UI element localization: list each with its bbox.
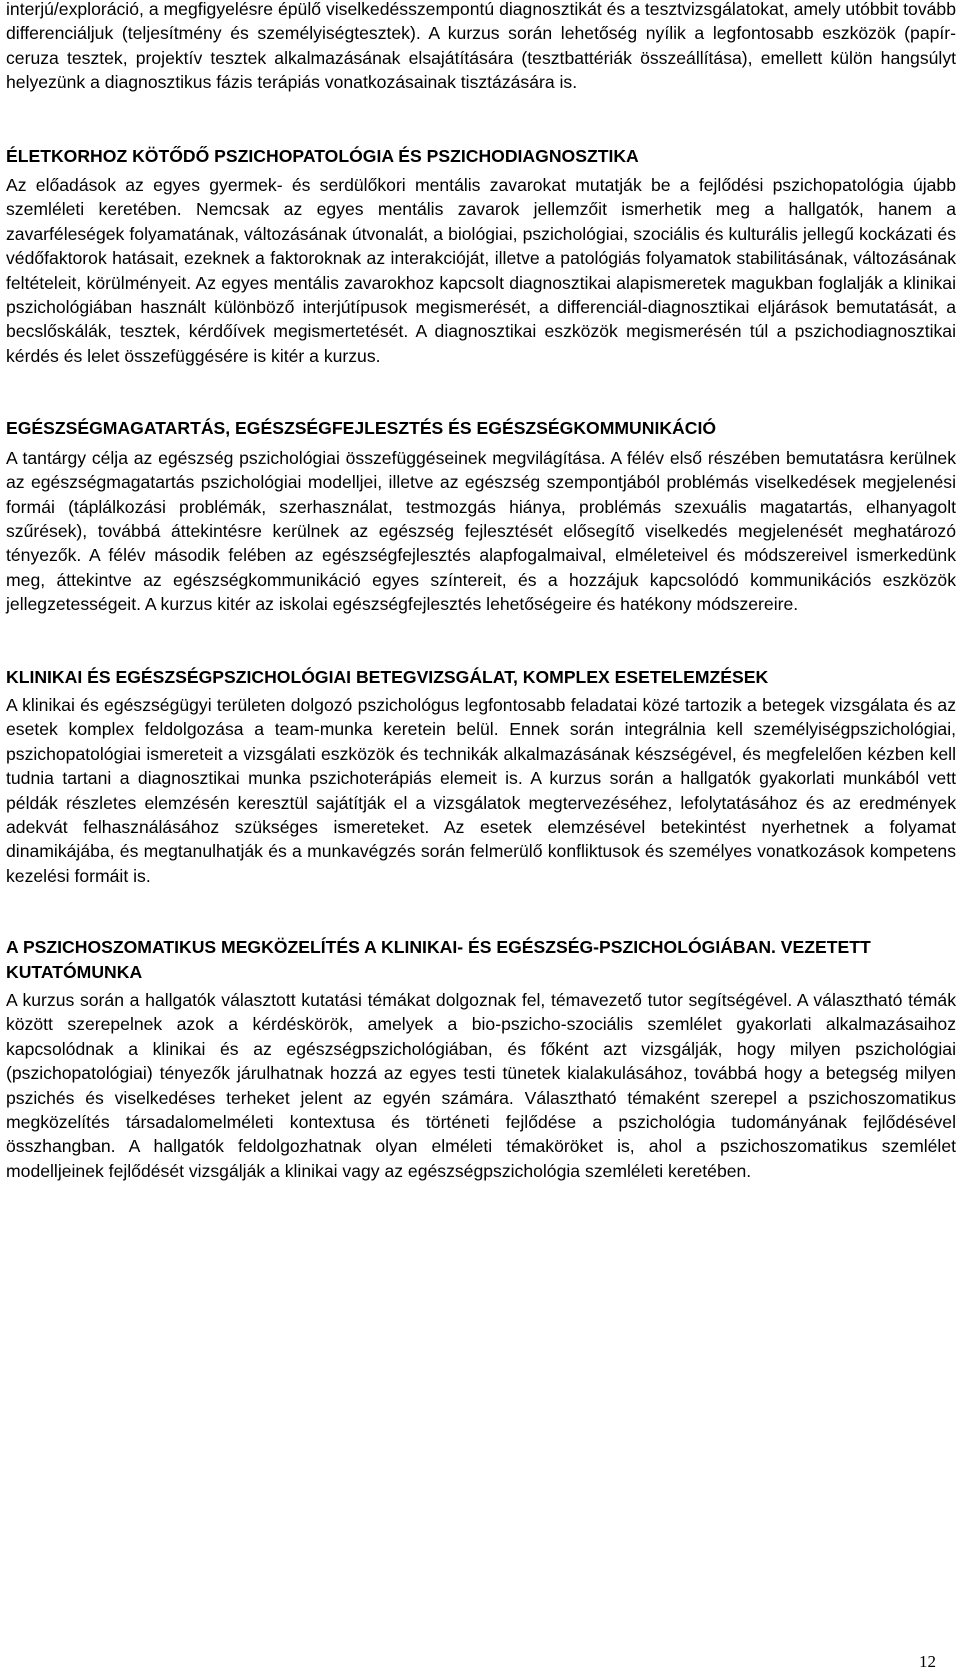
section-body: A tantárgy célja az egészség pszichológiai összefüggéseinek megvilágítása. A félév első részében bemutatásra kerülnek az egészségmagatartás pszichológiai modelljei, illetve az egészség szempontjából problémás viselkedések megjelenési formái (táplálkozási problémák, szerhasználat, testmozgás hiánya, problémás szexuális magatartás, elhanyagolt szűrések), továbbá áttekintésre kerülnek az egészség fejlesztését elősegítő viselkedés megjelenését meghatározó tényezők. A félév második felében az egészségfejlesztés alapfogalmaival, elméleteivel és módszereivel ismerkedünk meg, áttekintve az egészségkommunikáció egyes színtereit, és a hozzájuk kapcsolódó kommunikációs eszközök jellegzetességeit. A kurzus kitér az iskolai egészségfejlesztés lehetőségeire és hatékony módszereire.	[6, 447, 956, 615]
section-heading: ÉLETKORHOZ KÖTŐDŐ PSZICHOPATOLÓGIA ÉS PSZICHODIAGNOSZTIKA	[6, 145, 639, 166]
section-body: A klinikai és egészségügyi területen dolgozó pszichológus legfontosabb feladatai közé tartozik a betegek vizsgálata és az esetek komplex feldolgozása a team-munka keretein belül. Ennek során integrálnia kell személyiségpszichológiai, pszichopatológiai ismereteit a vizsgálati eszközök és technikák alkalmazásának készségével, és megfelelően kézben kell tudnia tartani a diagnosztikai munka pszichoterápiás elemeit is. A kurzus során a hallgatók gyakorlati munkából vett példák részletes elemzésén keresztül sajátítják el a vizsgálatok megtervezéséhez, lefolytatásához és az eredmények adekvát felhasználásához szükséges ismereteket. Az esetek elemzésével betekintést nyerhetnek a folyamat dinamikájába, és megtanulhatják és a munkavégzés során felmerülő konfliktusok és személyes vonatkozások kompetens kezelési formáit is.	[6, 694, 956, 886]
section-body: Az előadások az egyes gyermek- és serdülőkori mentális zavarokat mutatják be a fejlődési pszichopatológia újabb szemléleti keretében. Nemcsak az egyes mentális zavarok jellemzőit ismerhetik meg a hallgatók, hanem a zavarféleségek folyamatának, változásának útvonalát, a biológiai, pszichológiai, szociális és kulturális jellegű kockázati és védőfaktorok hatásait, ezeknek a faktoroknak az interakcióját, illetve a patológiás folyamatok stabilitásának, változásának feltételeit, körülményeit. Az egyes mentális zavarokhoz kapcsolt diagnosztikai alapismeretek magukban foglalják a klinikai pszichológiában használt különböző interjútípusok megismerését, a differenciál-diagnosztikai eljárások bemutatását, a becslőskálák, tesztek, kérdőívek megismertetését. A diagnosztikai eszközök megismerésén túl a pszichodiagnosztikai kérdés és lelet összefüggésére is kitér a kurzus.	[6, 175, 956, 366]
section-heading: A PSZICHOSZOMATIKUS MEGKÖZELÍTÉS A KLINIKAI- ÉS EGÉSZSÉG-PSZICHOLÓGIÁBAN. VEZETETT KUTATÓMUNKA	[6, 937, 871, 982]
section-body: A kurzus során a hallgatók választott kutatási témákat dolgoznak fel, témavezető tutor segítségével. A választható témák között szerepelnek azok a kérdéskörök, amelyek a bio-pszicho-szociális szemlélet gyakorlati alkalmazásaihoz kapcsolódnak a klinikai és az egészségpszichológiában, és főként azt vizsgálják, hogy milyen pszichológiai (pszichopatológiai) tényezők járulhatnak hozzá az egyes testi tünetek kialakulásához, továbbá hogy a betegség milyen pszichés és viselkedéses terheket jelent az egyén számára. Választható témaként szerepel a pszichoszomatikus megközelítés társadalomelméleti kontextusa és történeti fejlődése a pszichológia tudományának fejlődésével összhangban. A hallgatók feldolgozhatnak olyan elméleti témaköröket is, ahol a pszichoszomatikus szemlélet modelljeinek fejlődését vizsgálják a klinikai vagy az egészségpszichológia szemléleti keretében.	[6, 990, 956, 1181]
section-pathology	[6, 144, 956, 369]
section-clinical-examination	[6, 665, 956, 889]
intro-paragraph: interjú/exploráció, a megfigyelésre épülő viselkedésszempontú diagnosztikát és a tesztvizsgálatokat, amely utóbbit tovább differenciáljuk (teljesítmény és személyiségtesztek). A kurzus során lehetőség nyílik a legfontosabb eszközök (papír-ceruza tesztek, projektív tesztek alkalmazásának elsajátítására (tesztbattériák összeállítása), emellett külön hangsúlyt helyezünk a diagnosztikus fázis terápiás vonatkozásainak tisztázására is.	[6, 0, 956, 93]
section-psychosomatic	[6, 935, 956, 1183]
section-health-behavior	[6, 416, 956, 616]
section-heading: EGÉSZSÉGMAGATARTÁS, EGÉSZSÉGFEJLESZTÉS ÉS EGÉSZSÉGKOMMUNIKÁCIÓ	[6, 418, 717, 439]
page-number: 12	[919, 1652, 936, 1671]
document-page	[6, 0, 956, 1183]
section-heading: KLINIKAI ÉS EGÉSZSÉGPSZICHOLÓGIAI BETEGVIZSGÁLAT, KOMPLEX ESETELEMZÉSEK	[6, 666, 769, 687]
